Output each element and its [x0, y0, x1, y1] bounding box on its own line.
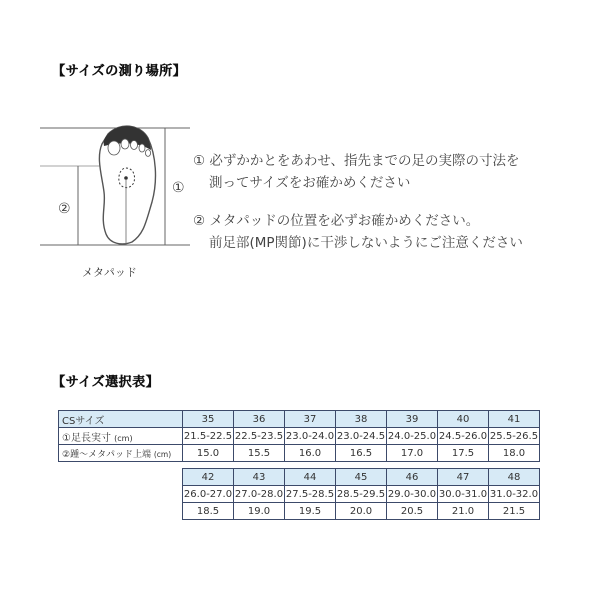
size-cell: 36 — [234, 411, 285, 428]
size-cell: 48 — [489, 469, 540, 486]
heel-to-pad-cell: 18.0 — [489, 445, 540, 462]
size-cell: 46 — [387, 469, 438, 486]
heel-to-pad-cell: 19.5 — [285, 503, 336, 520]
foot-length-cell: 30.0-31.0 — [438, 486, 489, 503]
size-cell: 39 — [387, 411, 438, 428]
foot-length-label: ①足長実寸 — [62, 432, 111, 444]
heel-to-pad-cell: 18.5 — [183, 503, 234, 520]
heel-to-pad-unit: (cm) — [153, 449, 172, 459]
size-section-title: 【サイズ選択表】 — [52, 375, 159, 390]
dimension-marker-1: ① — [172, 180, 185, 196]
instruction-1-line1: ① 必ずかかとをあわせ、指先までの足の実際の寸法を — [193, 153, 520, 169]
heel-to-pad-cell: 16.0 — [285, 445, 336, 462]
heel-to-pad-cell: 20.0 — [336, 503, 387, 520]
heel-to-pad-cell: 21.5 — [489, 503, 540, 520]
dimension-marker-2: ② — [58, 201, 71, 217]
foot-length-cell: 31.0-32.0 — [489, 486, 540, 503]
foot-length-unit: (cm) — [114, 433, 133, 443]
heel-to-pad-row — [59, 445, 540, 462]
instruction-2-line2: 前足部(MP関節)に干渉しないようにご注意ください — [209, 235, 523, 251]
foot-length-cell: 27.5-28.5 — [285, 486, 336, 503]
instruction-1-line2: 測ってサイズをお確かめください — [209, 175, 411, 191]
foot-length-cell: 24.5-26.0 — [438, 428, 489, 445]
heel-to-pad-cell: 21.0 — [438, 503, 489, 520]
size-cell: 40 — [438, 411, 489, 428]
size-cell: 38 — [336, 411, 387, 428]
size-cell: 35 — [183, 411, 234, 428]
size-cell: 47 — [438, 469, 489, 486]
heel-to-pad-row — [183, 503, 540, 520]
instruction-2 — [193, 210, 523, 254]
size-cell: 42 — [183, 469, 234, 486]
heel-to-pad-cell: 20.5 — [387, 503, 438, 520]
size-table-1 — [58, 410, 540, 462]
row-label-cs-size: CSサイズ — [59, 411, 183, 428]
size-table-2 — [182, 468, 540, 520]
size-row — [183, 469, 540, 486]
heel-to-pad-cell: 16.5 — [336, 445, 387, 462]
foot-length-cell: 25.5-26.5 — [489, 428, 540, 445]
heel-to-pad-cell: 17.5 — [438, 445, 489, 462]
heel-to-pad-cell: 17.0 — [387, 445, 438, 462]
foot-length-row — [59, 428, 540, 445]
instruction-2-line1: ② メタパッドの位置を必ずお確かめください。 — [193, 213, 480, 229]
size-cell: 37 — [285, 411, 336, 428]
instruction-1 — [193, 150, 520, 194]
size-cell: 44 — [285, 469, 336, 486]
foot-length-row — [183, 486, 540, 503]
foot-length-cell: 26.0-27.0 — [183, 486, 234, 503]
foot-length-cell: 24.0-25.0 — [387, 428, 438, 445]
size-cell: 41 — [489, 411, 540, 428]
foot-length-cell: 22.5-23.5 — [234, 428, 285, 445]
metapad-label: メタパッド — [82, 266, 137, 279]
row-label-foot-length — [59, 428, 183, 445]
foot-length-cell: 23.0-24.5 — [336, 428, 387, 445]
heel-to-pad-cell: 15.0 — [183, 445, 234, 462]
row-label-heel-to-pad — [59, 445, 183, 462]
foot-diagram — [40, 110, 200, 260]
foot-length-cell: 23.0-24.0 — [285, 428, 336, 445]
foot-length-cell: 21.5-22.5 — [183, 428, 234, 445]
heel-to-pad-cell: 15.5 — [234, 445, 285, 462]
foot-length-cell: 29.0-30.0 — [387, 486, 438, 503]
size-row — [59, 411, 540, 428]
heel-to-pad-label: ②踵～メタパッド上端 — [62, 449, 151, 460]
size-cell: 45 — [336, 469, 387, 486]
foot-length-cell: 28.5-29.5 — [336, 486, 387, 503]
size-cell: 43 — [234, 469, 285, 486]
foot-length-cell: 27.0-28.0 — [234, 486, 285, 503]
measure-section-title: 【サイズの測り場所】 — [52, 64, 186, 79]
heel-to-pad-cell: 19.0 — [234, 503, 285, 520]
